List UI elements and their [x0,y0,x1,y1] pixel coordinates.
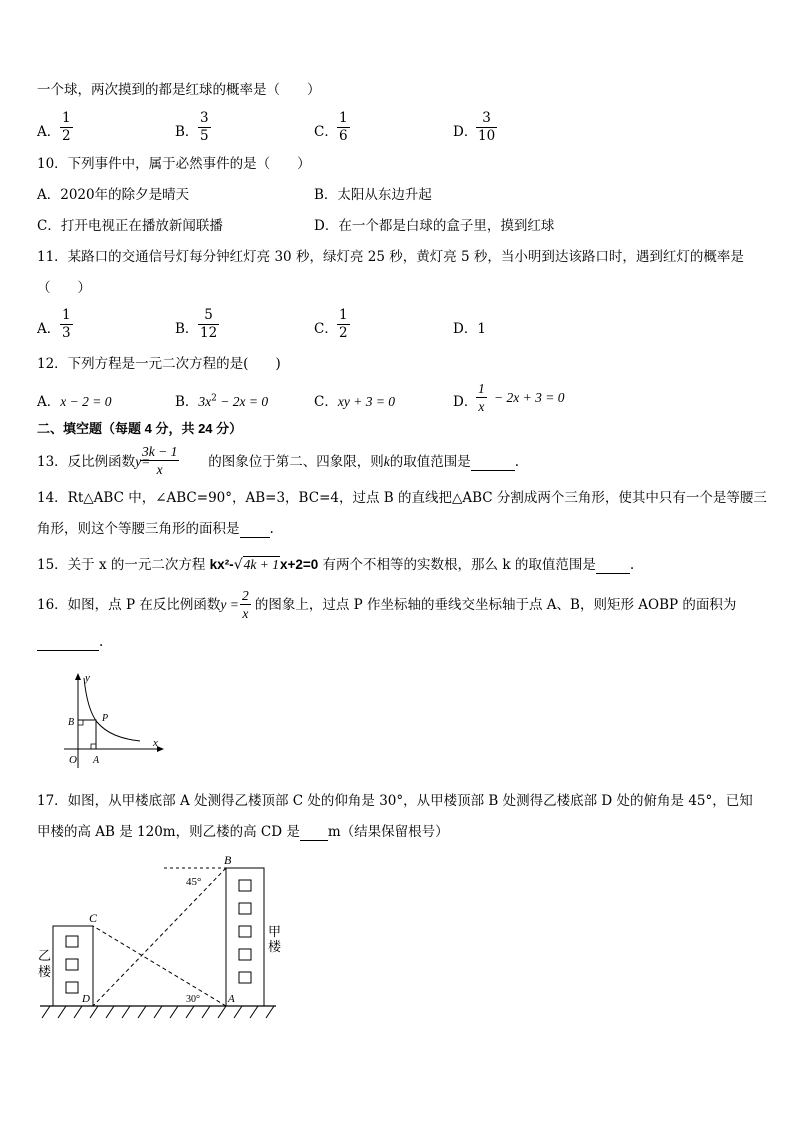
sight-line-ac [93,926,226,1006]
denominator: 2 [62,128,71,144]
q14-answer-blank[interactable] [240,525,270,538]
label-b: B [68,717,75,728]
q12-option-d-post: − 2x + 3 = 0 [494,390,565,405]
q13-mid: 的图象位于第二、四象限，则 [208,454,384,470]
q12-option-b-sup: 2 [211,393,217,404]
q9-option-d-fraction [476,110,497,145]
q12-option-b [175,390,268,410]
q17-line1: 17．如图，从甲楼底部 A 处测得乙楼顶部 C 处的仰角是 30°，从甲楼顶部 B 处测得乙楼底部 D 处的俯角是 45°，已知 [37,793,753,809]
q16-var: y = [220,597,239,612]
q16-fraction [240,587,251,622]
denominator: 2 [339,325,348,341]
jia-label-2: 楼 [268,939,282,954]
q10-stem: 10．下列事件中，属于必然事件的是（ ） [37,156,311,172]
sight-line-bd [93,868,226,1006]
yi-label-1: 乙 [38,948,52,963]
q13-end: . [514,454,520,470]
q12-option-b-label: B． [175,394,199,410]
x-arrow-icon [157,746,164,752]
q9-option-a-fraction [60,110,73,145]
q13-line [37,453,519,471]
q15-end: . [629,557,635,573]
denominator: x [156,462,163,477]
q14-line1: 14．Rt△ABC 中，∠ABC=90°，AB=3，BC=4，过点 B 的直线把△ABC 分割成两个三角形，使其中只有一个是等腰三 [37,490,767,506]
q13-pre: 13．反比例函数 [37,454,136,470]
q9-option-a-label: A． [37,124,61,140]
q15-sqrt: 4k + 1 [243,557,279,572]
window [239,880,251,891]
numerator: 1 [478,381,485,396]
q16-line [37,596,736,614]
right-angle-b [78,720,83,725]
q16-pre: 16．如图，点 P 在反比例函数 [37,597,221,613]
label-b: B [224,853,232,867]
q12-option-d-fraction [476,380,487,415]
q12-option-c-label: C． [314,394,338,410]
q12-stem: 12．下列方程是一元二次方程的是( ) [37,356,281,372]
window [239,972,251,983]
q16-end: . [99,634,104,650]
q12-option-d-label: D． [453,394,478,410]
q10-option-d: D．在一个都是白球的盒子里，摸到红球 [314,218,555,234]
q11-option-b-label: B． [175,321,199,337]
q15-eq-a: kx²- [209,557,234,572]
q13-answer-blank[interactable] [471,458,515,471]
q13-fraction [140,443,179,478]
q11-option-c-fraction [337,307,350,342]
q12-option-b-pre: 3x [198,394,212,409]
section-heading: 二、填空题（每题 4 分，共 24 分） [37,421,243,436]
q11-stem: 11．某路口的交通信号灯每分钟红灯亮 30 秒，绿灯亮 25 秒，黄灯亮 5 秒，当小明到达该路口时，遇到红灯的概率是 [37,249,744,265]
right-angle-a [91,744,96,749]
window [66,982,78,993]
q11-option-a-fraction [60,307,73,342]
q16-figure [60,668,170,770]
denominator: 5 [200,128,209,144]
sqrt-icon: √ [233,557,243,573]
q11-option-d [453,317,486,337]
q15-line [37,556,634,574]
denominator: 3 [62,325,71,341]
q9-option-c-label: C． [314,124,338,140]
q12-option-a [37,390,111,410]
q12-option-a-eq: x − 2 = 0 [60,394,112,409]
q14-line2 [37,520,274,538]
numerator: 1 [62,307,71,323]
window [239,926,251,937]
label-c: C [89,911,98,925]
q9-stem: 一个球，两次摸到的都是红球的概率是（ ） [37,82,321,98]
ground-hatching [42,1006,274,1018]
q16-line2 [37,633,103,651]
q9-option-b-fraction [198,110,211,145]
numerator: 2 [242,588,249,603]
q16-answer-blank[interactable] [37,638,99,651]
numerator: 5 [204,307,213,323]
hyperbola-curve [84,678,140,741]
q12-option-b-post: − 2x = 0 [216,394,269,409]
q14-line2-text: 角形，则这个等腰三角形的面积是 [37,521,240,537]
window [239,949,251,960]
q9-option-c-fraction [337,110,350,145]
q17-figure [36,850,286,1025]
denominator: x [242,606,249,621]
label-y: y [85,672,90,684]
q10-option-c: C．打开电视正在播放新闻联播 [37,218,223,234]
y-arrow-icon [75,673,81,680]
denominator: x [478,399,485,414]
q10-option-b: B．太阳从东边升起 [314,187,432,203]
label-x: x [153,737,158,749]
q17-answer-blank[interactable] [300,828,328,841]
q15-eq-b: x+2=0 [279,557,319,572]
label-o: O [69,754,77,766]
numerator: 3 [200,110,209,126]
q17-line2b: m（结果保留根号） [327,824,449,840]
q11-option-b-fraction [198,307,219,342]
q13-k: k [383,454,390,469]
window [66,959,78,970]
q17-line2a: 甲楼的高 AB 是 120m，则乙楼的高 CD 是 [37,824,300,840]
denominator: 12 [200,325,218,341]
q13-post: 的取值范围是 [389,454,471,470]
jia-label-1: 甲 [268,924,282,939]
yi-label-2: 楼 [38,964,52,979]
denominator: 6 [339,128,348,144]
window [239,903,251,914]
label-a: A [228,993,235,1005]
q11-option-d-label: D． [453,321,478,337]
q9-option-b-label: B． [175,124,199,140]
q15-post: 有两个不相等的实数根，那么 k 的取值范围是 [318,557,596,573]
angle-45-label: 45° [186,876,202,888]
numerator: 1 [62,110,71,126]
numerator: 3 [482,110,491,126]
q17-line2 [37,823,449,841]
q11-paren: （ ） [37,280,91,296]
numerator: 1 [339,110,348,126]
q12-option-a-label: A． [37,394,61,410]
label-a: A [93,755,100,766]
denominator: 10 [478,128,496,144]
angle-30-label: 30° [186,994,200,1005]
q9-option-d-label: D． [453,124,478,140]
label-d: D [82,993,90,1005]
q15-answer-blank[interactable] [596,561,630,574]
q12-option-c-eq: xy + 3 = 0 [337,394,396,409]
q13-var: y= [135,454,151,469]
window [66,936,78,947]
q10-option-a: A．2020年的除夕是晴天 [37,187,190,203]
q14-end: . [269,521,274,537]
q15-pre: 15．关于 x 的一元二次方程 [37,557,210,573]
q11-option-d-value: 1 [477,321,486,337]
q16-post: 的图象上，过点 P 作坐标轴的垂线交坐标轴于点 A、B，则矩形 AOBP 的面积为 [254,597,737,613]
q12-option-c [314,390,395,410]
numerator: 1 [339,307,348,323]
numerator: 3k − 1 [142,444,178,459]
q11-option-c-label: C． [314,321,338,337]
label-p: P [102,713,109,724]
q11-option-a-label: A． [37,321,61,337]
rectangle-aobp [78,720,96,749]
